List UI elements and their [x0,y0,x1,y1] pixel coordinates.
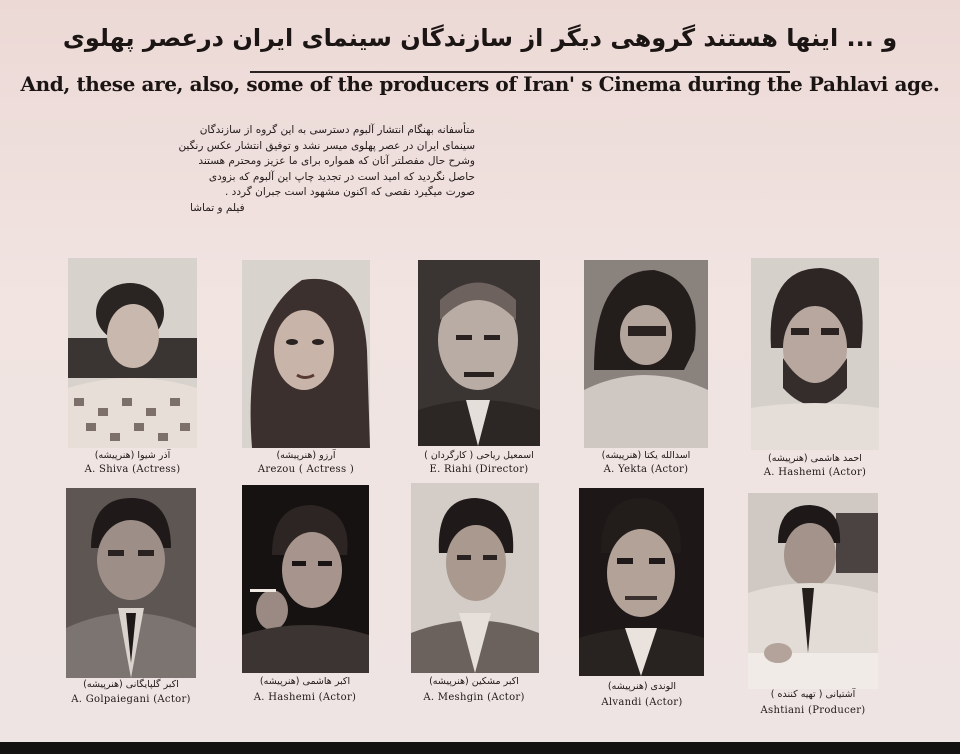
intro-line: صورت میگیرد نقصی که اکنون مشهود است جبران گردد . [224,186,475,198]
caption-english: Arezou ( Actress ) [257,464,355,475]
intro-line: حاصل نگردید که امید است در تجدید چاپ این آلبوم که بزودی [208,170,475,183]
page-edge-shadow [0,742,960,754]
caption-english: A. Meshgin (Actor) [423,692,525,703]
caption-persian: آرزو (هنرپیشه) [276,450,336,461]
caption-english: A. Golpaiegani (Actor) [71,694,191,705]
caption-english: E. Riahi (Director) [429,464,529,475]
caption-english: A. Hashemi (Actor) [763,467,867,478]
caption-persian: آذر شیوا (هنرپیشه) [94,450,171,461]
caption-persian: احمد هاشمی (هنرپیشه) [768,453,862,464]
portrait-photo [242,485,369,673]
portrait-photo [418,260,540,446]
intro-signature: فیلم و تماشا [190,201,245,214]
caption-persian: اسدالله یکتا (هنرپیشه) [601,450,691,461]
caption-persian: اکبر مشکین (هنرپیشه) [429,676,519,687]
intro-line: متأسفانه بهنگام انتشار آلبوم دسترسی به این گروه از سازندگان [199,124,475,136]
caption-english: A. Hashemi (Actor) [253,692,357,703]
portrait-photo [242,260,370,448]
caption-persian: اکبر هاشمی (هنرپیشه) [259,676,351,687]
caption-english: Alvandi (Actor) [601,697,683,708]
caption-english: A. Shiva (Actress) [84,464,181,475]
caption-persian: اکبر گلپایگانی (هنرپیشه) [83,679,179,690]
intro-line: سینمای ایران در عصر پهلوی میسر نشد و توفیق انتشار عکس رنگین [178,139,475,152]
page-title-english: And, these are, also, some of the producers of Iran' s Cinema during the Pahlavi age. [20,72,940,96]
caption-persian: آشتیانی ( تهیه کننده ) [770,689,856,700]
caption-english: Ashtiani (Producer) [760,705,866,716]
portrait-photo [751,258,879,450]
portrait-photo [411,483,539,673]
intro-paragraph [130,123,475,216]
intro-line: وشرح حال مفصلتر آنان که همواره برای ما عزیز ومحترم هستند [198,155,475,167]
portrait-photo [579,488,704,676]
portrait-photo [584,260,708,448]
portrait-photo [66,488,196,678]
page-title-persian: و ... اینها هستند گروهی دیگر از سازندگان سینمای ایران درعصر پهلوی [62,24,898,52]
portrait-photo [748,493,878,689]
caption-persian: الوندی (هنرپیشه) [607,681,677,692]
caption-english: A. Yekta (Actor) [603,464,689,475]
portrait-photo [68,258,197,448]
caption-persian: اسمعیل ریاحی ( کارگردان ) [424,450,534,461]
